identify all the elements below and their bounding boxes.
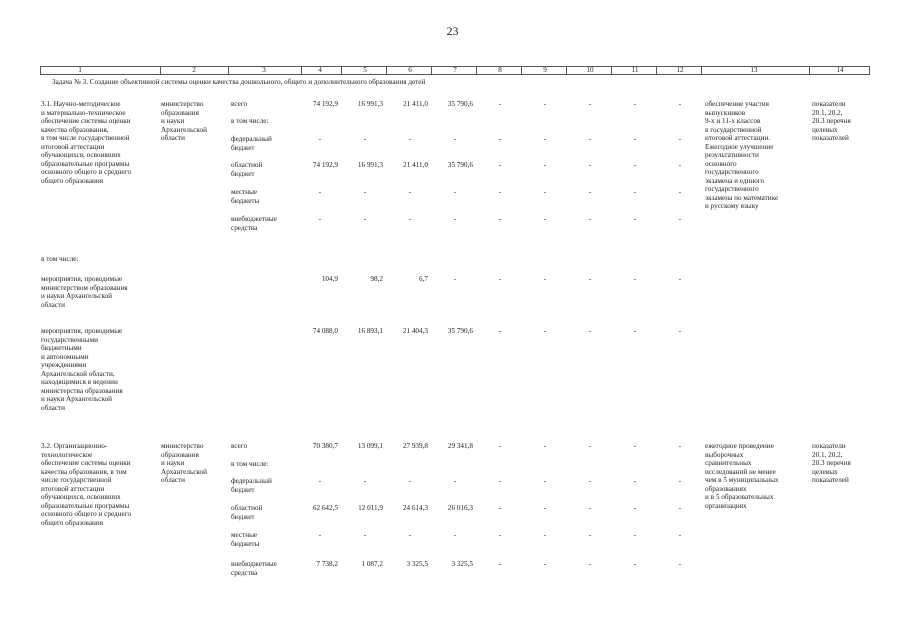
empty-cell-dash: - (408, 188, 412, 196)
column-number: 6 (408, 66, 412, 74)
target-indicators: показателей (812, 476, 849, 484)
measure-title: 3.2. Организационно- (41, 442, 108, 450)
empty-cell-dash: - (588, 560, 592, 568)
measure-title: итоговой аттестации (41, 484, 105, 493)
empty-cell-dash: - (543, 100, 547, 108)
source-federal: бюджет (231, 143, 255, 152)
executor: области (161, 476, 186, 484)
column-divider (476, 67, 477, 74)
source-regional: бюджет (231, 169, 255, 178)
empty-cell-dash: - (453, 531, 457, 539)
measure-title: итоговой аттестации (41, 142, 105, 151)
empty-cell-dash: - (633, 188, 637, 196)
column-divider (160, 67, 161, 74)
executor: области (161, 134, 186, 142)
measure-title: числе государственной (41, 476, 112, 484)
incl-label: в том числе: (41, 255, 79, 263)
executor: Архангельской (161, 467, 207, 476)
column-number: 9 (543, 66, 547, 74)
sub-measure-title: находящимися в ведении (41, 378, 118, 386)
empty-cell-dash: - (588, 215, 592, 223)
empty-cell-dash: - (498, 215, 502, 223)
empty-cell-dash: - (678, 188, 682, 196)
measure-title: основного общего и среднего (41, 510, 132, 518)
expected-result: итоговой аттестации. (705, 134, 771, 142)
source-local: местные (231, 188, 258, 196)
source-regional: областной (231, 504, 263, 512)
executor: Архангельской (161, 125, 207, 134)
empty-cell-dash: - (678, 477, 682, 485)
source-regional: бюджет (231, 512, 255, 521)
column-number: 1 (78, 66, 82, 74)
source-incl: в том числе: (231, 460, 269, 468)
value-sub: 98,2 (370, 275, 383, 283)
empty-cell-dash: - (498, 504, 502, 512)
empty-cell-dash: - (678, 100, 682, 108)
executor: министерство (161, 442, 204, 450)
empty-cell-dash: - (318, 215, 322, 223)
value-sub: 21 404,3 (402, 327, 428, 335)
empty-cell-dash: - (543, 275, 547, 283)
empty-cell-dash: - (363, 215, 367, 223)
value-total: 70 380,7 (312, 442, 338, 450)
column-divider (431, 67, 432, 74)
value-total: 74 192,9 (312, 100, 338, 108)
empty-cell-dash: - (408, 531, 412, 539)
expected-result: исследований не менее (705, 467, 776, 476)
value-regional: 74 192,9 (312, 161, 338, 169)
target-indicators: 20.1, 20.2, (812, 450, 843, 459)
value-regional: 12 011,9 (358, 504, 383, 512)
empty-cell-dash: - (363, 188, 367, 196)
empty-cell-dash: - (408, 477, 412, 485)
column-divider (228, 67, 229, 74)
column-number: 5 (363, 66, 367, 74)
target-indicators: 20.1, 20.2, (812, 108, 843, 117)
empty-cell-dash: - (408, 215, 412, 223)
target-indicators: показатели (812, 100, 846, 108)
expected-result: Ежегодное улучшение (705, 142, 774, 151)
value-regional: 21 411,0 (403, 161, 428, 169)
executor: образования (161, 450, 199, 459)
empty-cell-dash: - (363, 477, 367, 485)
value-extrabudget: 7 738,2 (316, 560, 338, 568)
target-indicators: показатели (812, 442, 846, 450)
target-indicators: целевых (812, 125, 838, 134)
empty-cell-dash: - (498, 135, 502, 143)
sub-measure-title: и автономными (41, 352, 89, 361)
sub-measure-title: и науки Архангельской (41, 395, 113, 403)
measure-title: технологическое (41, 450, 93, 459)
source-regional: областной (231, 161, 263, 169)
measure-title: обучающихся, освоивших (41, 151, 121, 159)
empty-cell-dash: - (363, 135, 367, 143)
column-divider (809, 67, 810, 74)
column-divider (656, 67, 657, 74)
measure-title: обеспечение системы оценки (41, 459, 131, 467)
source-total: всего (231, 442, 248, 450)
empty-cell-dash: - (678, 560, 682, 568)
measure-title: обучающихся, освоивших (41, 493, 121, 501)
empty-cell-dash: - (318, 135, 322, 143)
empty-cell-dash: - (498, 442, 502, 450)
sub-measure-title: мероприятия, проводимые (41, 327, 123, 335)
empty-cell-dash: - (453, 275, 457, 283)
empty-cell-dash: - (633, 442, 637, 450)
empty-cell-dash: - (588, 100, 592, 108)
value-sub: 6,7 (419, 275, 428, 283)
empty-cell-dash: - (678, 504, 682, 512)
sub-measure-title: министерства образования (41, 386, 123, 395)
value-regional: 16 991,3 (357, 161, 383, 169)
empty-cell-dash: - (498, 275, 502, 283)
expected-result: государственного (705, 168, 759, 176)
empty-cell-dash: - (588, 504, 592, 512)
sub-measure-title: области (41, 403, 66, 412)
source-extrabudget: внебюджетные (231, 215, 277, 223)
target-indicators: 20.3 перечня (812, 117, 851, 125)
source-incl: в том числе: (231, 117, 269, 125)
empty-cell-dash: - (633, 135, 637, 143)
empty-cell-dash: - (453, 477, 457, 485)
measure-title: общего образования (41, 176, 104, 185)
value-sub: 35 790,6 (447, 327, 473, 335)
sub-measure-title: Архангельской области, (41, 369, 115, 378)
expected-result: результативности (705, 151, 759, 159)
empty-cell-dash: - (543, 477, 547, 485)
column-number: 8 (498, 66, 502, 74)
empty-cell-dash: - (543, 215, 547, 223)
sub-measure-title: государственными (41, 335, 99, 344)
value-regional: 35 790,6 (447, 161, 473, 169)
column-number: 13 (750, 66, 758, 74)
empty-cell-dash: - (633, 477, 637, 485)
column-number: 14 (836, 66, 844, 74)
empty-cell-dash: - (498, 161, 502, 169)
value-sub: 104,9 (321, 275, 338, 283)
empty-cell-dash: - (678, 327, 682, 335)
source-extrabudget: внебюджетные (231, 560, 277, 568)
value-sub: 74 088,0 (312, 327, 338, 335)
sub-measure-title: бюджетными (41, 344, 82, 352)
column-number: 2 (192, 66, 196, 74)
measure-title: качества образования, в том (41, 467, 127, 476)
value-extrabudget: 1 087,2 (361, 560, 383, 568)
expected-result: в государственной (705, 125, 762, 134)
measure-title: 3.1. Научно-методическое (41, 100, 121, 108)
expected-result: чем в 5 муниципальных (705, 476, 779, 484)
value-regional: 26 016,3 (447, 504, 473, 512)
empty-cell-dash: - (633, 161, 637, 169)
empty-cell-dash: - (588, 531, 592, 539)
value-total: 35 790,6 (447, 100, 473, 108)
expected-result: и русскому языку (705, 202, 759, 210)
column-divider (341, 67, 342, 74)
empty-cell-dash: - (588, 188, 592, 196)
expected-result: основного (705, 159, 737, 168)
empty-cell-dash: - (498, 560, 502, 568)
empty-cell-dash: - (678, 275, 682, 283)
empty-cell-dash: - (318, 188, 322, 196)
empty-cell-dash: - (633, 100, 637, 108)
measure-title: образовательные программы (41, 159, 130, 168)
column-divider (386, 67, 387, 74)
value-total: 29 341,8 (447, 442, 473, 450)
column-number: 7 (453, 66, 457, 74)
value-extrabudget: 3 325,5 (451, 560, 473, 568)
measure-title: обеспечение системы оценки (41, 117, 131, 125)
empty-cell-dash: - (543, 504, 547, 512)
expected-result: сравнительных (705, 459, 752, 467)
sub-measure-title: министерством образования (41, 283, 128, 292)
empty-cell-dash: - (498, 327, 502, 335)
empty-cell-dash: - (318, 531, 322, 539)
expected-result: экзамена и единого (705, 176, 765, 185)
empty-cell-dash: - (543, 135, 547, 143)
source-local: бюджеты (231, 539, 260, 548)
expected-result: организациях (705, 501, 747, 510)
empty-cell-dash: - (588, 327, 592, 335)
sub-measure-title: мероприятия, проводимые (41, 275, 123, 283)
empty-cell-dash: - (678, 442, 682, 450)
empty-cell-dash: - (543, 442, 547, 450)
empty-cell-dash: - (498, 531, 502, 539)
expected-result: обеспечение участия (705, 100, 769, 108)
column-number: 3 (262, 66, 266, 74)
column-number: 12 (676, 66, 684, 74)
empty-cell-dash: - (543, 327, 547, 335)
measure-title: общего образования (41, 518, 104, 527)
value-total: 21 411,0 (403, 100, 428, 108)
source-federal: федеральный (231, 477, 272, 485)
empty-cell-dash: - (633, 504, 637, 512)
sub-measure-title: учреждениями (41, 361, 87, 369)
source-extrabudget: средства (231, 568, 258, 577)
empty-cell-dash: - (543, 560, 547, 568)
executor: и науки (161, 459, 185, 467)
empty-cell-dash: - (543, 161, 547, 169)
empty-cell-dash: - (453, 135, 457, 143)
measure-title: образовательные программы (41, 501, 130, 510)
empty-cell-dash: - (588, 275, 592, 283)
measure-title: качества образования, (41, 125, 109, 134)
expected-result: экзамена по математике (705, 193, 779, 202)
empty-cell-dash: - (363, 531, 367, 539)
empty-cell-dash: - (678, 215, 682, 223)
empty-cell-dash: - (633, 327, 637, 335)
column-number: 4 (318, 66, 322, 74)
column-number: 11 (631, 66, 639, 74)
empty-cell-dash: - (678, 531, 682, 539)
empty-cell-dash: - (498, 188, 502, 196)
source-federal: бюджет (231, 485, 255, 494)
column-number: 10 (586, 66, 594, 74)
empty-cell-dash: - (453, 188, 457, 196)
sub-measure-title: области (41, 300, 66, 309)
expected-result: образованиях (705, 484, 747, 493)
measure-title: и материально-техническое (41, 108, 126, 117)
empty-cell-dash: - (588, 477, 592, 485)
expected-result: государственного (705, 185, 759, 193)
empty-cell-dash: - (408, 135, 412, 143)
value-extrabudget: 3 325,5 (406, 560, 428, 568)
executor: и науки (161, 117, 185, 125)
value-total: 13 099,1 (357, 442, 383, 450)
column-divider (611, 67, 612, 74)
column-divider (301, 67, 302, 74)
empty-cell-dash: - (633, 215, 637, 223)
source-federal: федеральный (231, 135, 272, 143)
source-extrabudget: средства (231, 223, 258, 232)
source-local: местные (231, 531, 258, 539)
empty-cell-dash: - (498, 100, 502, 108)
sub-measure-title: и науки Архангельской (41, 292, 113, 300)
empty-cell-dash: - (588, 135, 592, 143)
source-local: бюджеты (231, 196, 260, 205)
value-total: 16 991,3 (357, 100, 383, 108)
empty-cell-dash: - (453, 215, 457, 223)
empty-cell-dash: - (633, 531, 637, 539)
value-regional: 62 642,5 (312, 504, 338, 512)
measure-title: основного общего и среднего (41, 168, 132, 176)
expected-result: выпускников (705, 108, 746, 117)
executor: образования (161, 108, 199, 117)
empty-cell-dash: - (588, 161, 592, 169)
empty-cell-dash: - (633, 275, 637, 283)
target-indicators: целевых (812, 467, 838, 476)
empty-cell-dash: - (543, 188, 547, 196)
empty-cell-dash: - (633, 560, 637, 568)
task-title: Задача № 3. Создание объективной системы оценки качества дошкольного, общего и дополнительного образования детей (52, 78, 426, 86)
empty-cell-dash: - (498, 477, 502, 485)
empty-cell-dash: - (318, 477, 322, 485)
target-indicators: показателей (812, 134, 849, 142)
value-regional: 24 614,3 (402, 504, 428, 512)
empty-cell-dash: - (588, 442, 592, 450)
empty-cell-dash: - (678, 161, 682, 169)
expected-result: 9-х и 11-х классов (705, 117, 761, 125)
column-divider (521, 67, 522, 74)
value-total: 27 939,8 (402, 442, 428, 450)
measure-title: в том числе государственной (41, 134, 130, 142)
expected-result: выборочных (705, 450, 744, 459)
executor: министерство (161, 100, 204, 108)
page-number: 23 (446, 24, 459, 38)
empty-cell-dash: - (678, 135, 682, 143)
empty-cell-dash: - (543, 531, 547, 539)
column-divider (566, 67, 567, 74)
source-total: всего (231, 100, 248, 108)
expected-result: и в 5 образовательных (705, 493, 774, 501)
target-indicators: 20.3 перечня (812, 459, 851, 467)
expected-result: ежегодное проведение (705, 442, 774, 450)
value-sub: 16 893,1 (357, 327, 383, 335)
column-divider (701, 67, 702, 74)
